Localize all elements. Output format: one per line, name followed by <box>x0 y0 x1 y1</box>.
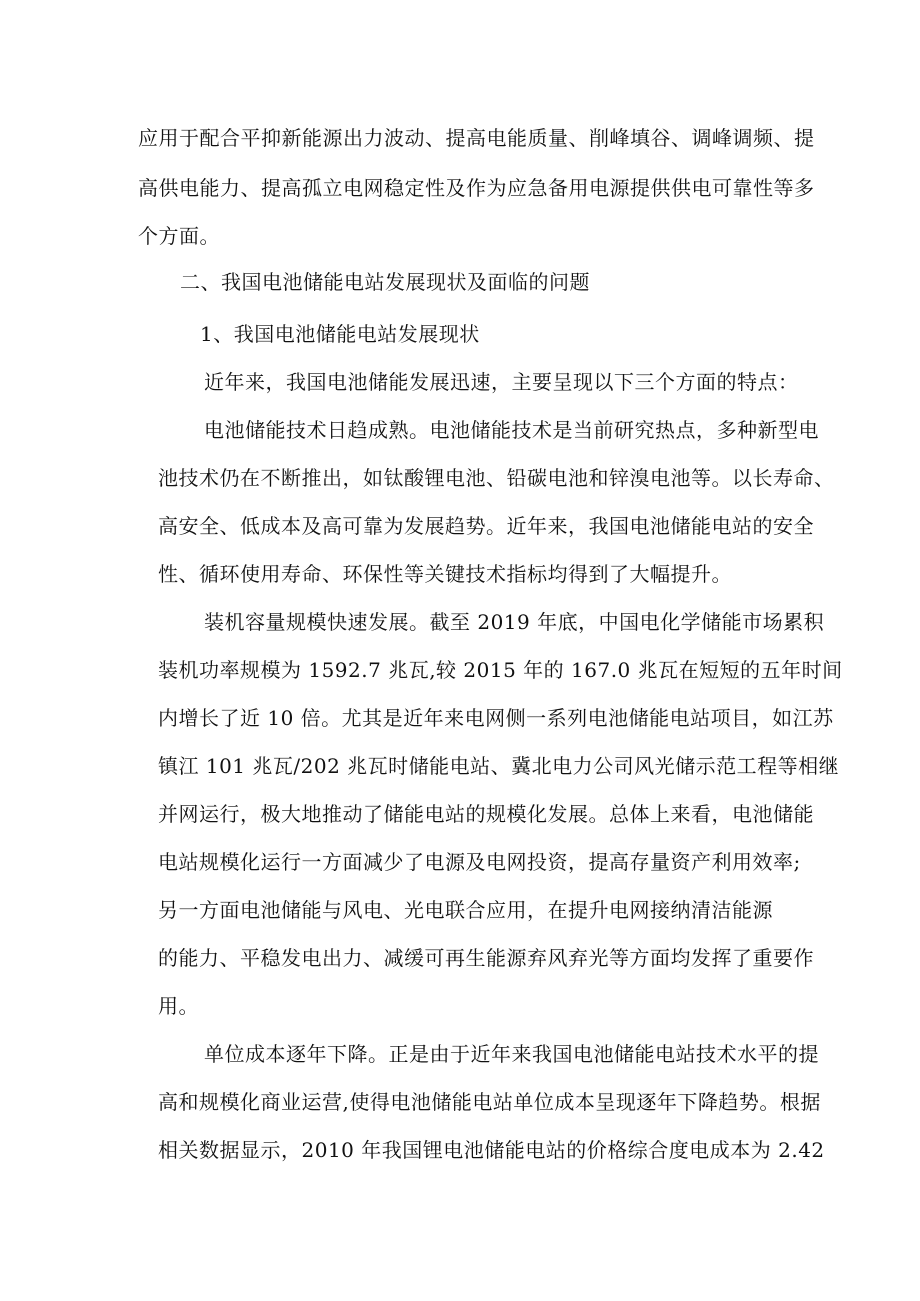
paragraph-line: 应用于配合平抑新能源出力波动、提高电能质量、削峰填谷、调峰调频、提 <box>138 126 815 150</box>
paragraph-line: 相关数据显示，2010 年我国锂电池储能电站的价格综合度电成本为 2.42 <box>158 1138 825 1162</box>
intro-sentence: 近年来，我国电池储能发展迅速，主要呈现以下三个方面的特点： <box>204 370 799 394</box>
paragraph-line: 用。 <box>158 994 199 1018</box>
paragraph-line: 装机功率规模为 1592.7 兆瓦,较 2015 年的 167.0 兆瓦在短短的五年时间 <box>158 658 843 682</box>
paragraph-line: 性、循环使用寿命、环保性等关键技术指标均得到了大幅提升。 <box>158 562 732 586</box>
paragraph-line: 池技术仍在不断推出，如钛酸锂电池、铅碳电池和锌溴电池等。以长寿命、 <box>158 466 835 490</box>
paragraph-line: 高安全、低成本及高可靠为发展趋势。近年来，我国电池储能电站的安全 <box>158 514 814 538</box>
paragraph-line: 镇江 101 兆瓦/202 兆瓦时储能电站、冀北电力公司风光储示范工程等相继 <box>158 754 840 778</box>
subsection-heading: 1、我国电池储能电站发展现状 <box>200 322 480 346</box>
section-heading: 二、我国电池储能电站发展现状及面临的问题 <box>180 270 590 294</box>
paragraph-line: 单位成本逐年下降。正是由于近年来我国电池储能电站技术水平的提 <box>204 1042 819 1066</box>
paragraph-line: 的能力、平稳发电出力、减缓可再生能源弃风弃光等方面均发挥了重要作 <box>158 946 814 970</box>
paragraph-line: 个方面。 <box>138 224 220 248</box>
paragraph-line: 高和规模化商业运营,使得电池储能电站单位成本呈现逐年下降趋势。根据 <box>158 1090 821 1114</box>
paragraph-line: 装机容量规模快速发展。截至 2019 年底，中国电化学储能市场累积 <box>204 610 825 634</box>
paragraph-line: 高供电能力、提高孤立电网稳定性及作为应急备用电源提供供电可靠性等多 <box>138 176 815 200</box>
paragraph-line: 电站规模化运行一方面减少了电源及电网投资，提高存量资产利用效率; <box>158 850 801 874</box>
paragraph-line: 另一方面电池储能与风电、光电联合应用，在提升电网接纳清洁能源 <box>158 898 773 922</box>
paragraph-line: 并网运行，极大地推动了储能电站的规模化发展。总体上来看，电池储能 <box>158 802 814 826</box>
paragraph-line: 内增长了近 10 倍。尤其是近年来电网侧一系列电池储能电站项目，如江苏 <box>158 706 834 730</box>
paragraph-line: 电池储能技术日趋成熟。电池储能技术是当前研究热点，多种新型电 <box>204 418 819 442</box>
